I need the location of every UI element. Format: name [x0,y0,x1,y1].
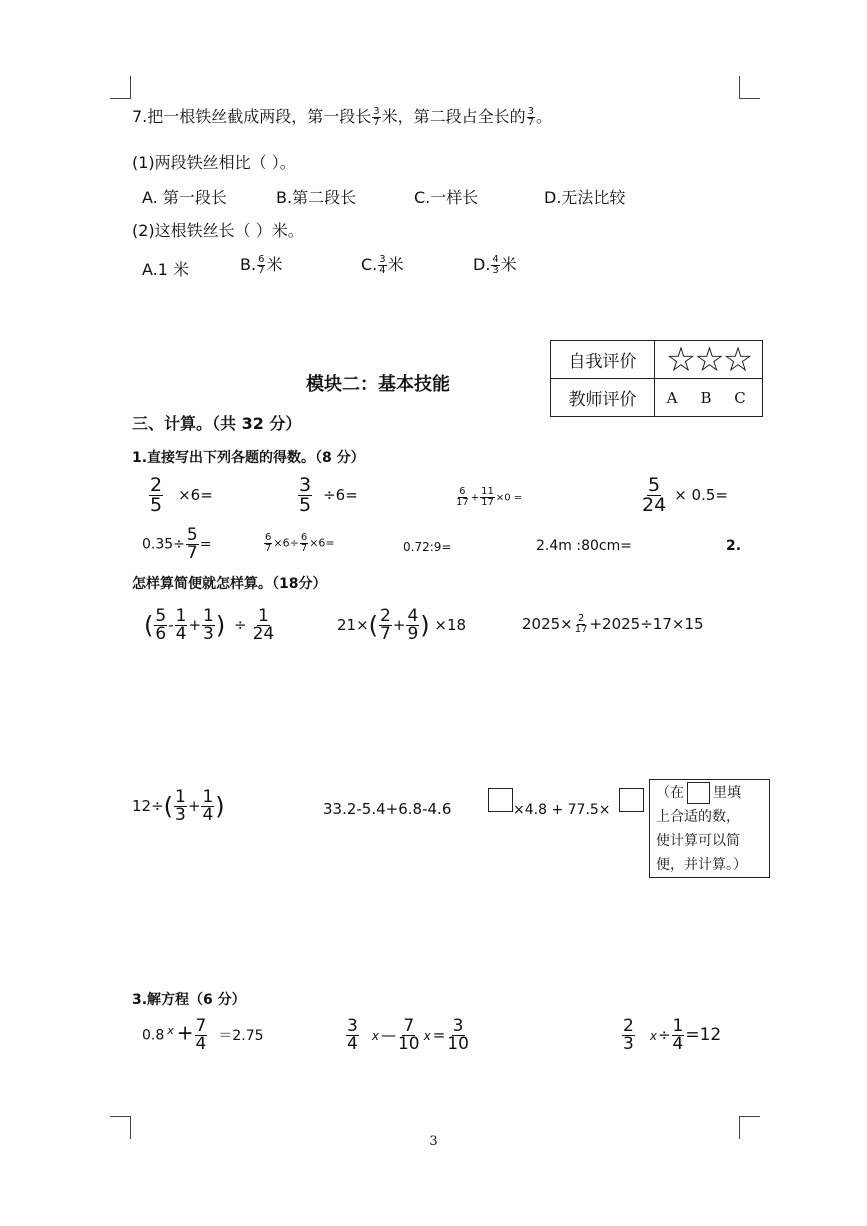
grade-options: A B C [655,379,763,417]
q7-sub2-option-b: B. $\frac{6}{7}$ 米 [240,254,283,276]
star-rating-icons: ☆☆☆ [655,341,763,379]
fraction: $\frac{3}{4}$ [347,1016,358,1054]
fraction: $\frac{4}{9}$ [407,606,419,644]
simplify-expr-5: 33.2-5.4+6.8-4.6 [323,800,452,818]
part-2-number: 2. [726,538,742,554]
blank-box[interactable] [619,788,644,812]
oral-calc-f: $\frac{6}{7}$ ×6÷ $\frac{6}{7}$ ×6= [265,532,335,554]
crop-mark-top-right [739,76,760,99]
section-3-title: 三、计算。（共 32 分） [132,414,302,433]
part-2-title: 怎样算简便就怎样算。（18分） [132,576,327,592]
crop-mark-top-left [110,76,131,99]
fraction: $\frac{6}{7}$ [265,532,272,554]
fraction: $\frac{1}{24}$ [252,606,275,644]
simplify-expr-4: 12÷( $\frac{1}{3}$ + $\frac{1}{4}$ ) [132,787,225,825]
blank-box-icon [687,782,710,804]
fraction: $\frac{3}{7}$ [373,106,380,128]
fraction: $\frac{5}{6}$ [155,606,167,644]
teacher-rating-label: 教师评价 [551,379,655,417]
fraction: $\frac{7}{10}$ [397,1016,420,1054]
blank-box[interactable] [488,788,513,812]
q7-sub2-option-d: D. $\frac{4}{3}$ 米 [473,254,517,276]
q7-stem: 7.把一根铁丝截成两段，第一段长 $\frac{3}{7}$ 米，第二段占全长的 $\frac{3}{7}$ 。 [132,106,553,128]
q7-sub2-option-a: A.1 米 [142,260,190,279]
q7-sub1: (1)两段铁丝相比（ ）。 [132,153,296,172]
q7-sub1-option-b: B.第二段长 [276,188,357,207]
oral-calc-h: 2.4m :80cm= [536,538,632,554]
fraction: $\frac{3}{7}$ [527,106,535,128]
fraction: $\frac{11}{17}$ [481,486,494,508]
simplify-expr-3: 2025× $\frac{2}{17}$ +2025÷17×15 [522,613,704,635]
fraction: $\frac{6}{7}$ [258,254,265,276]
fraction: $\frac{1}{4}$ [202,787,214,825]
fraction: $\frac{6}{7}$ [300,532,308,554]
q7-sub1-option-a: A. 第一段长 [142,188,227,207]
equation-1: 0.8 $^x$ + $\frac{7}{4}$ ＝2.75 [142,1016,264,1054]
oral-calc-g: 0.72:9= [403,540,452,554]
fraction: $\frac{5}{7}$ [186,525,198,563]
simplify-expr-1: ( $\frac{5}{6}$ - $\frac{1}{4}$ + $\frac{1}{3}$ ) ÷ $\frac{1}{24}$ [144,606,275,644]
simplify-expr-6: ×4.8 + 77.5× [488,788,644,812]
simplify-expr-2: 21×( $\frac{2}{7}$ + $\frac{4}{9}$ ) ×18 [337,606,467,644]
fraction: $\frac{3}{4}$ [379,254,386,276]
fraction: $\frac{5}{24}$ [642,474,667,516]
oral-calc-c: $\frac{6}{17}$ + $\frac{11}{17}$ ×0 = [456,486,523,508]
fraction: $\frac{1}{4}$ [672,1016,684,1054]
fraction: $\frac{2}{7}$ [380,606,391,644]
equation-2: $\frac{3}{4}$ x — $\frac{7}{10}$ x = $\frac{3}{10}$ [347,1016,469,1054]
fraction: $\frac{2}{3}$ [623,1016,634,1054]
fraction: $\frac{7}{4}$ [195,1016,207,1054]
oral-calc-d: $\frac{5}{24}$ × 0.5= [642,474,728,516]
rating-table [550,340,763,417]
oral-calc-b: $\frac{3}{5}$ ÷6= [299,474,358,516]
oral-calc-e: 0.35÷ $\frac{5}{7}$ = [142,525,212,563]
part-1-title: 1.直接写出下列各题的得数。（8 分） [132,450,365,466]
equation-3: $\frac{2}{3}$ x÷ $\frac{1}{4}$ =12 [623,1016,722,1054]
part-3-title: 3.解方程（6 分） [132,992,246,1008]
fraction: $\frac{1}{4}$ [175,606,187,644]
page-number: 3 [429,1134,438,1149]
fraction: $\frac{4}{3}$ [492,254,499,276]
q7-sub1-option-d: D.无法比较 [544,188,626,207]
oral-calc-a: $\frac{2}{5}$ ×6= [150,474,213,516]
fill-box-instruction: （在 里填 上合适的数， 使计算可以简 便，并计算。） [649,779,770,878]
fraction: $\frac{6}{17}$ [456,486,469,508]
q7-sub2: (2)这根铁丝长（ ）米。 [132,221,304,240]
fraction: $\frac{1}{3}$ [175,787,186,825]
fraction: $\frac{3}{5}$ [299,474,312,516]
fraction: $\frac{2}{17}$ [574,613,588,635]
q7-sub1-option-c: C.一样长 [414,188,479,207]
module-title: 模块二：基本技能 [306,374,450,395]
self-rating-label: 自我评价 [551,341,655,379]
q7-sub2-option-c: C. $\frac{3}{4}$ 米 [361,254,404,276]
fraction: $\frac{3}{10}$ [447,1016,469,1054]
fraction: $\frac{2}{5}$ [150,474,163,516]
fraction: $\frac{1}{3}$ [203,606,214,644]
